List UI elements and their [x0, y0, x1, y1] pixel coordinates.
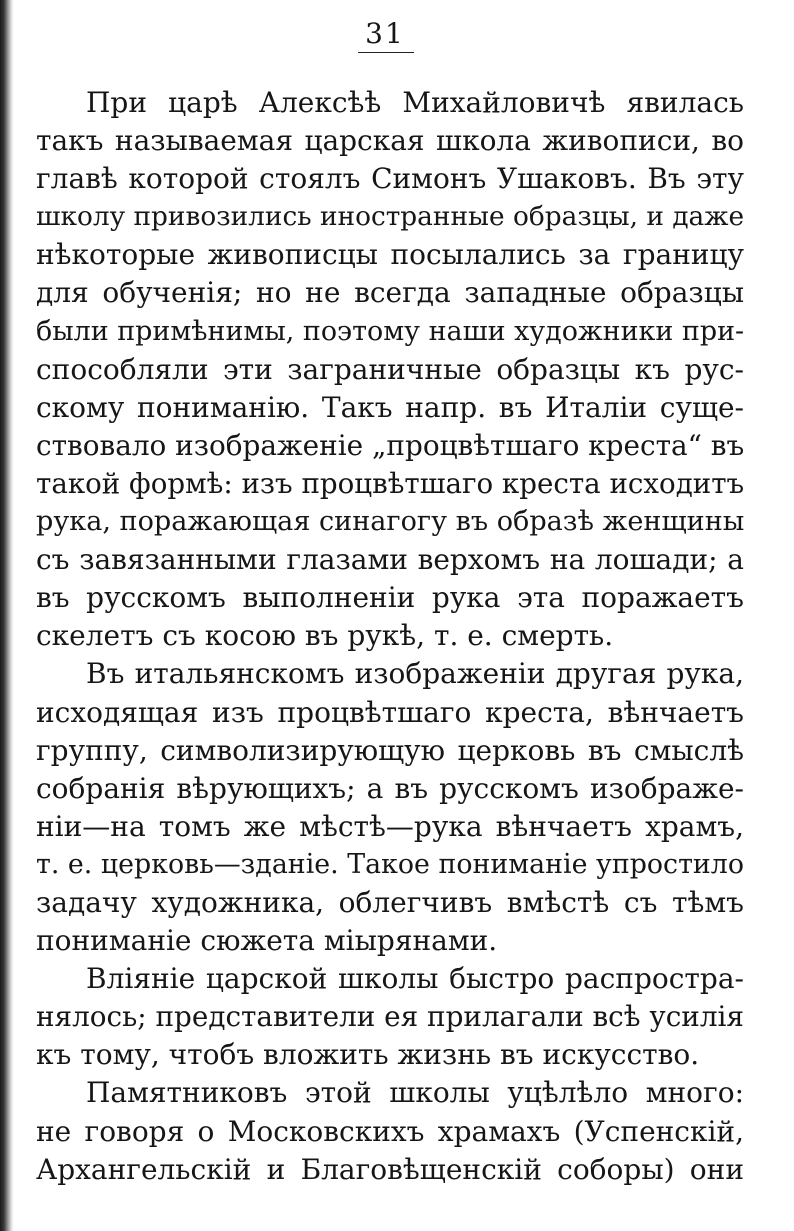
text-line: т. е. церковь—зданіе. Такое пониманіе упростило [36, 848, 744, 880]
text-line: группу, символизирующую церковь въ смыслѣ [36, 733, 744, 767]
text-line: исходящая изъ процвѣтшаго креста, вѣнчаетъ [36, 695, 744, 729]
text-line: собранія вѣрующихъ; а въ русскомъ изображе- [36, 771, 744, 805]
text-line: рука, поражающая синагогу въ образѣ женщины [36, 506, 745, 538]
text-line: школу привозились иностранные образцы, и даже [36, 202, 745, 233]
page-text [36, 84, 744, 1189]
page-binding-edge [0, 0, 14, 1231]
text-line: Вліяніе царской школы быстро распростра- [86, 962, 744, 996]
text-line: скелетъ съ косою въ рукѣ, т. е. смерть. [36, 619, 614, 653]
text-line: нѣкоторые живописцы посылались за границу [36, 238, 744, 272]
text-line: были примѣнимы, поэтому наши художники при- [36, 315, 745, 347]
paragraph [36, 1074, 744, 1188]
text-line: ствовало изображеніе „процвѣтшаго креста“ въ [36, 428, 745, 462]
paragraph [36, 960, 744, 1074]
text-line: Архангельскій и Благовѣщенскій соборы) они [36, 1152, 744, 1186]
paragraph [36, 655, 744, 960]
text-line: Памятниковъ этой школы уцѣлѣло много: [86, 1076, 744, 1110]
text-line: Въ итальянскомъ изображеніи другая рука, [86, 657, 744, 691]
text-line: не говоря о Московскихъ храмахъ (Успенскій, [36, 1114, 744, 1148]
text-line: такой формѣ: изъ процвѣтшаго креста исходитъ [36, 466, 745, 500]
text-line: ніи—на томъ же мѣстѣ—рука вѣнчаетъ храмъ, [36, 809, 744, 843]
text-line: въ русскомъ выполненіи рука эта поражаетъ [36, 581, 744, 615]
text-line: нялось; представители ея прилагали всѣ усилія [36, 1000, 744, 1034]
text-line: способляли эти заграничные образцы къ рус- [36, 352, 744, 386]
text-line: главѣ которой стоялъ Симонъ Ушаковъ. Въ эту [36, 162, 744, 196]
text-line: для обученія; но не всегда западные образцы [36, 276, 744, 310]
text-line: такъ называемая царская школа живописи, во [36, 124, 744, 158]
page-number-underline [358, 52, 414, 53]
text-line: задачу художника, облегчивъ вмѣстѣ съ тѣмъ [36, 885, 744, 919]
text-line: скому пониманію. Такъ напр. въ Италіи суще- [36, 390, 744, 424]
page-number: 31 [365, 17, 405, 50]
text-line: При царѣ Алексѣѣ Михайловичѣ явилась [86, 86, 744, 119]
text-line: пониманіе сюжета міырянами. [36, 924, 498, 958]
paragraph [36, 84, 744, 655]
text-line: съ завязанными глазами верхомъ на лошади; а [36, 543, 744, 577]
text-line: къ тому, чтобъ вложить жизнь въ искусство. [36, 1038, 700, 1072]
